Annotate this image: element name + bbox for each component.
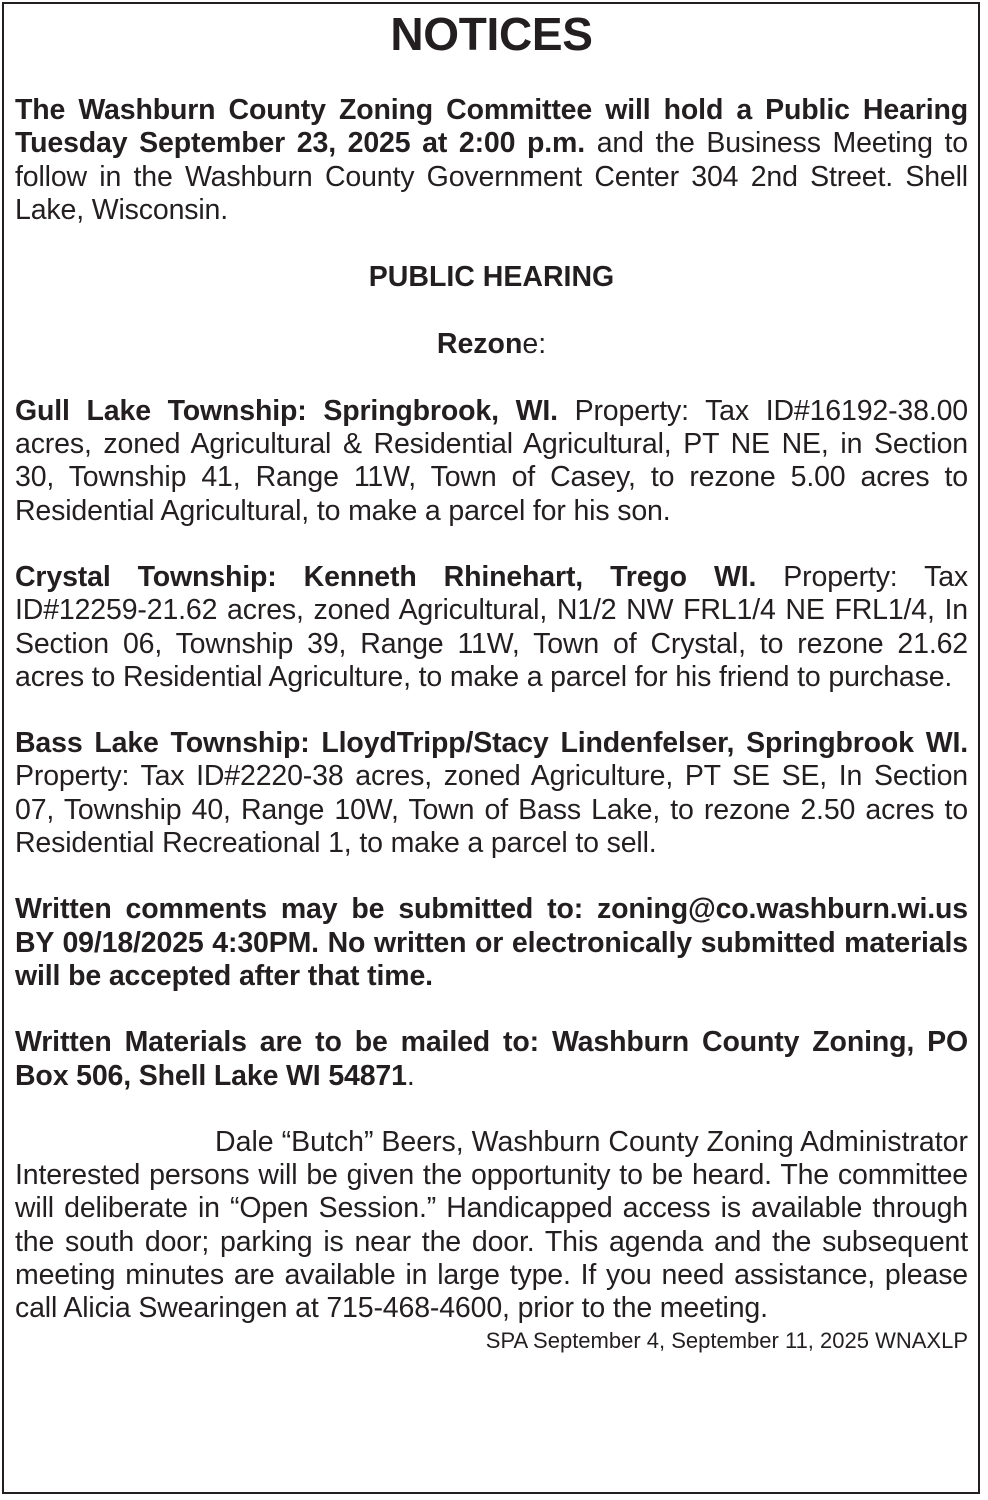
closing-paragraph: Interested persons will be given the opportunity to be heard. The committee will deliberate in “Open Session.” Handicapped access is available through the south door; parking is near the door. This agenda and the subsequent meeting minutes are available in large type. If you need assistance, please call Alicia Swearingen at 715-468-4600, prior to the meeting. [15,1159,968,1325]
rezone-item-bold: Bass Lake Township: LloydTripp/Stacy Lindenfelser, Springbrook WI. [15,727,968,760]
page-title: NOTICES [390,8,593,60]
public-hearing-label: PUBLIC HEARING [368,261,615,294]
signature-line: Dale “Butch” Beers, Washburn County Zoning Administrator [215,1125,968,1158]
rezone-item-gull-lake [15,395,968,528]
intro-text: and the Business Meeting to follow in the Washburn County Government Center 304 2nd Street. Shell Lake, Wisconsin. [15,127,968,226]
intro-paragraph [15,94,968,227]
rezone-item-bold: Gull Lake Township: Springbrook, WI. [15,394,558,427]
rezone-item-text: Property: Tax ID#16192-38.00 acres, zoned Agricultural & Residential Agricultural, PT NE NE, in Section 30, Township 41, Range 11W, Town of Casey, to rezone 5.00 acres to Residential Agricultural, to make a parcel for his son. [15,394,969,527]
publication-footer: SPA September 4, September 11, 2025 WNAXLP [485,1327,968,1353]
mailing-text: . [406,1059,415,1092]
public-hearing-heading [15,261,968,294]
intro-bold: The Washburn County Zoning Committee will hold a Public Hearing Tuesday September 23, 2025 at 2:00 p.m. [15,94,968,160]
mailing-bold: Written Materials are to be mailed to: Washburn County Zoning, PO Box 506, Shell Lake WI 54871 [15,1026,968,1092]
rezone-item-text: Property: Tax ID#12259-21.62 acres, zoned Agricultural, N1/2 NW FRL1/4 NE FRL1/4, In Section 06, Township 39, Range 11W, Town of Crystal, to rezone 21.62 acres to Residential Agriculture, to make a parcel for his friend to purchase. [15,560,968,693]
rezone-item-text: Property: Tax ID#2220-38 acres, zoned Agriculture, PT SE SE, In Section 07, Township 40, Range 10W, Town of Bass Lake, to rezone 2.50 acres to Residential Recreational 1, to make a parcel to sell. [15,760,968,860]
rezone-bold: Rezon [436,328,523,361]
rezone-text: e: [522,328,547,361]
written-comments-text: Written comments may be submitted to: zoning@co.washburn.wi.us BY 09/18/2025 4:30PM. No written or electronically submitted materials will be accepted after that time. [15,893,968,992]
written-comments-paragraph [15,893,968,993]
rezone-item-crystal [15,561,968,694]
mailing-paragraph [15,1026,968,1093]
notice-box [2,2,980,1494]
rezone-heading [15,328,968,361]
rezone-item-bass-lake [15,727,968,860]
rezone-item-bold: Crystal Township: Kenneth Rhinehart, Trego WI. [15,560,757,593]
